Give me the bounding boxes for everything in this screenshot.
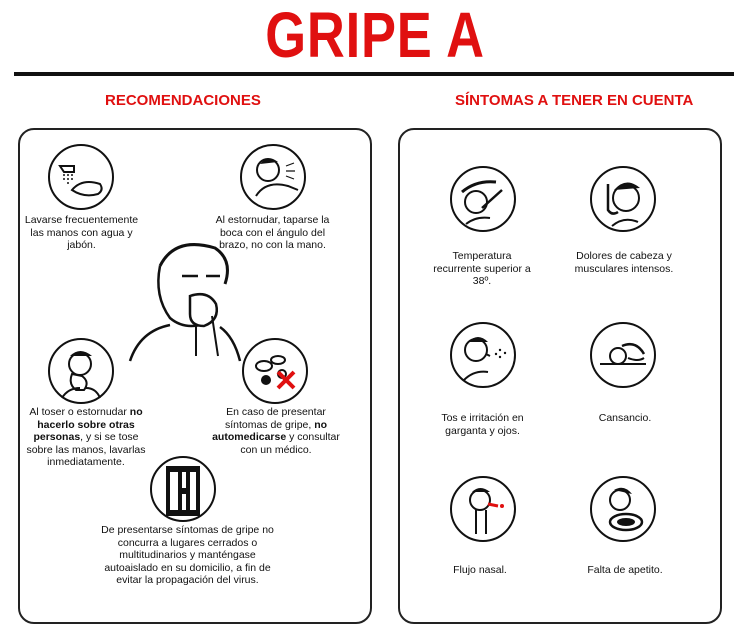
runny-nose-text: Flujo nasal. — [453, 564, 507, 576]
headache-icon — [590, 166, 656, 232]
meds-text-2: y consultar con un médico. — [240, 431, 340, 456]
page-title: GRIPE A — [265, 0, 485, 71]
meds-text-1: En caso de presentar síntomas de gripe, — [224, 406, 326, 431]
no-appetite-icon — [590, 476, 656, 542]
medication-recommendation-text — [210, 406, 342, 456]
stay-home-text: De presentarse síntomas de gripe no concurra a lugares cerrados o multitudinarios y manténgase autoaislado en su domicilio, a fin de evitar la propagación del virus. — [101, 524, 274, 586]
symptoms-panel — [398, 128, 722, 624]
recommendations-heading: RECOMENDACIONES — [105, 92, 261, 109]
meds-text-bold: no automedicarse — [212, 418, 328, 443]
coughing-person-icon — [450, 322, 516, 388]
fever-text: Temperatura recurrente superior a 38º. — [433, 250, 531, 287]
recommendations-panel — [18, 128, 372, 624]
cough-text-1: Al toser o estornudar — [29, 406, 130, 418]
headache-text: Dolores de cabeza y musculares intensos. — [574, 250, 674, 275]
wash-hands-text: Lavarse frecuentemente las manos con agua y jabón. — [24, 214, 139, 251]
cough-into-hand-icon — [48, 338, 114, 404]
fever-thermometer-icon — [450, 166, 516, 232]
cough-text-2: , y si se tose sobre las manos, lavarlas inmediatamente. — [26, 431, 146, 468]
title-divider — [14, 72, 734, 76]
hand-washing-icon — [48, 144, 114, 210]
runny-nose-icon — [450, 476, 516, 542]
cough-text-bold: no hacerlo sobre otras personas — [33, 406, 143, 443]
appetite-text: Falta de apetito. — [587, 564, 663, 576]
tiredness-text: Cansancio. — [598, 412, 652, 424]
symptoms-heading: SÍNTOMAS A TENER EN CUENTA — [455, 92, 694, 109]
person-blowing-nose-illustration — [120, 236, 250, 366]
stay-home-door-icon — [150, 456, 216, 522]
no-self-medication-icon — [242, 338, 308, 404]
cough-recommendation-text — [26, 406, 146, 469]
tired-sleeping-icon — [590, 322, 656, 388]
sneeze-into-elbow-icon — [240, 144, 306, 210]
sneeze-text: Al estornudar, taparse la boca con el ángulo del brazo, no con la mano. — [215, 214, 330, 251]
cough-symptom-text: Tos e irritación en garganta y ojos. — [441, 412, 524, 437]
